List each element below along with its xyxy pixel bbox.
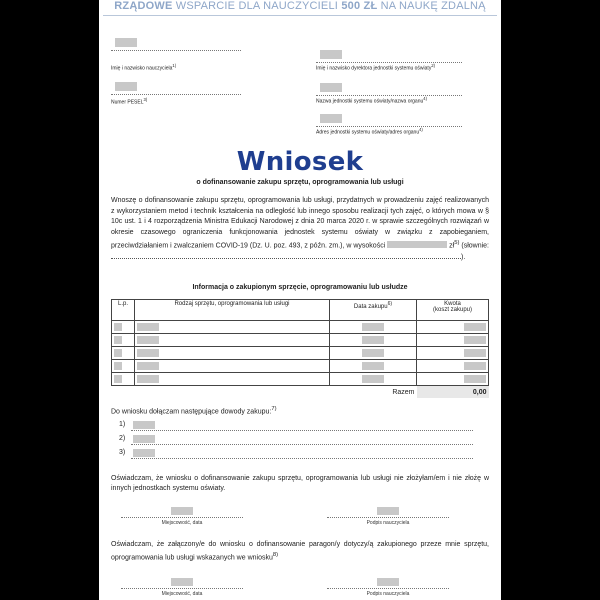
cell-kind[interactable] [135, 334, 330, 347]
document-subtitle: o dofinansowanie zakupu sprzętu, oprogramowania lub usługi [196, 179, 404, 186]
total-value: 0,00 [417, 386, 489, 399]
director-name-field[interactable] [316, 47, 462, 63]
document-title: Wniosek [236, 147, 364, 177]
cell-amount[interactable] [417, 373, 489, 386]
redacted-value [133, 435, 155, 443]
total-row [112, 386, 489, 399]
header-date: Data zakupu$^{6)}$ [330, 300, 417, 321]
redacted-value [320, 114, 342, 123]
redacted-value [320, 50, 342, 59]
cell-kind[interactable] [135, 321, 330, 334]
teacher-signature-field-2[interactable] [327, 576, 449, 589]
redacted-value [377, 578, 399, 586]
redacted-value [171, 578, 193, 586]
cell-date[interactable] [330, 360, 417, 373]
cell-lp[interactable] [112, 334, 135, 347]
unit-name-caption: Nazwa jednostki systemu oświaty/nazwa organu$^{4)}$ [316, 96, 427, 105]
evidence-item[interactable]: 1) [119, 420, 479, 431]
pesel-field[interactable] [111, 79, 241, 95]
director-name-caption: Imię i nazwisko dyrektora jednostki systemu oświaty$^{2)}$ [316, 63, 436, 72]
table-row [112, 347, 489, 360]
cell-lp[interactable] [112, 360, 135, 373]
place-date-field-2[interactable] [121, 576, 243, 589]
redacted-value [377, 507, 399, 515]
redacted-value [171, 507, 193, 515]
campaign-banner: RZĄDOWE WSPARCIE DLA NAUCZYCIELI 500 ZŁ NA NAUKĘ ZDALNĄ [114, 0, 486, 12]
place-date-field[interactable] [121, 505, 243, 518]
evidence-item[interactable]: 2) [119, 434, 479, 445]
cell-date[interactable] [330, 373, 417, 386]
cell-amount[interactable] [417, 321, 489, 334]
redacted-value [320, 83, 342, 92]
unit-address-caption: Adres jednostki systemu oświaty/adres organu$^{4)}$ [316, 127, 423, 136]
total-label: Razem [392, 388, 415, 396]
cell-kind[interactable] [135, 373, 330, 386]
place-date-caption-2: Miejscowość, data [161, 591, 203, 597]
amount-in-words-field[interactable] [111, 252, 461, 259]
cell-date[interactable] [330, 321, 417, 334]
evidence-item[interactable]: 3) [119, 448, 479, 459]
cell-amount[interactable] [417, 334, 489, 347]
redacted-value [115, 38, 137, 47]
table-row [112, 321, 489, 334]
teacher-name-field[interactable] [111, 35, 241, 51]
cell-kind[interactable] [135, 347, 330, 360]
declaration-receipts: Oświadczam, że załączony/e do wniosku o dofinansowanie paragon/y dotyczy/ą zakupionego przeze mnie sprzętu, oprogramowania lub usługi wskazanych we wniosku$^{8)}$ [111, 541, 489, 562]
table-title: Informacja o zakupionym sprzęcie, oprogramowaniu lub usłudze [192, 284, 408, 291]
header-amount: Kwota (koszt zakupu) [417, 300, 489, 321]
unit-address-field[interactable] [316, 111, 462, 127]
cell-amount[interactable] [417, 347, 489, 360]
table-row [112, 373, 489, 386]
header-lp: L.p. [112, 300, 135, 321]
teacher-signature-field[interactable] [327, 505, 449, 518]
cell-kind[interactable] [135, 360, 330, 373]
request-paragraph: Wnoszę o dofinansowanie zakupu sprzętu, oprogramowania lub usługi, przydatnych w prowadzeniu zajęć realizowanych z wykorzystaniem metod i technik kształcenia na odległość lub innego sposobu realizacji tych zajęć, o których mowa w § 10c ust. 1 i 4 rozporządzenia Ministra Edukacji Narodowej z dnia 20 marca 2020 r. w sprawie szczególnych rozwiązań w okresie czasowego ograniczenia funkcjonowania jednostek systemu oświaty w związku z zapobieganiem, przeciwdziałaniem i zwalczaniem COVID-19 (Dz. U. poz. 493, z późn. zm.), w wysokości $zł^{5)}$ (słownie: ). [111, 197, 489, 261]
document-page [99, 0, 501, 600]
banner-rule [103, 15, 497, 16]
unit-name-field[interactable] [316, 80, 462, 96]
table-row [112, 360, 489, 373]
declaration-no-other-request: Oświadczam, że wniosku o dofinansowanie zakupu sprzętu, oprogramowania lub usługi nie złożyłam/em i nie złożę w innych jednostkach systemu oświaty. [111, 475, 489, 492]
cell-date[interactable] [330, 334, 417, 347]
pesel-caption: Numer PESEL$^{3)}$ [111, 97, 148, 106]
cell-lp[interactable] [112, 321, 135, 334]
redacted-value [115, 82, 137, 91]
cell-lp[interactable] [112, 373, 135, 386]
redacted-value [133, 449, 155, 457]
evidence-heading: Do wniosku dołączam następujące dowody zakupu:$^{7)}$ [111, 406, 277, 416]
table-row [112, 334, 489, 347]
teacher-signature-caption-2: Podpis nauczyciela [366, 591, 410, 597]
teacher-name-caption: Imię i nazwisko nauczyciela$^{1)}$ [111, 63, 177, 72]
cell-amount[interactable] [417, 360, 489, 373]
redacted-value [133, 421, 155, 429]
teacher-signature-caption: Podpis nauczyciela [366, 520, 410, 526]
cell-lp[interactable] [112, 347, 135, 360]
place-date-caption: Miejscowość, data [161, 520, 203, 526]
header-kind: Rodzaj sprzętu, oprogramowania lub usługi [135, 300, 330, 321]
cell-date[interactable] [330, 347, 417, 360]
amount-field[interactable] [387, 241, 447, 248]
table-header-row [112, 300, 489, 321]
purchase-table [111, 299, 489, 398]
